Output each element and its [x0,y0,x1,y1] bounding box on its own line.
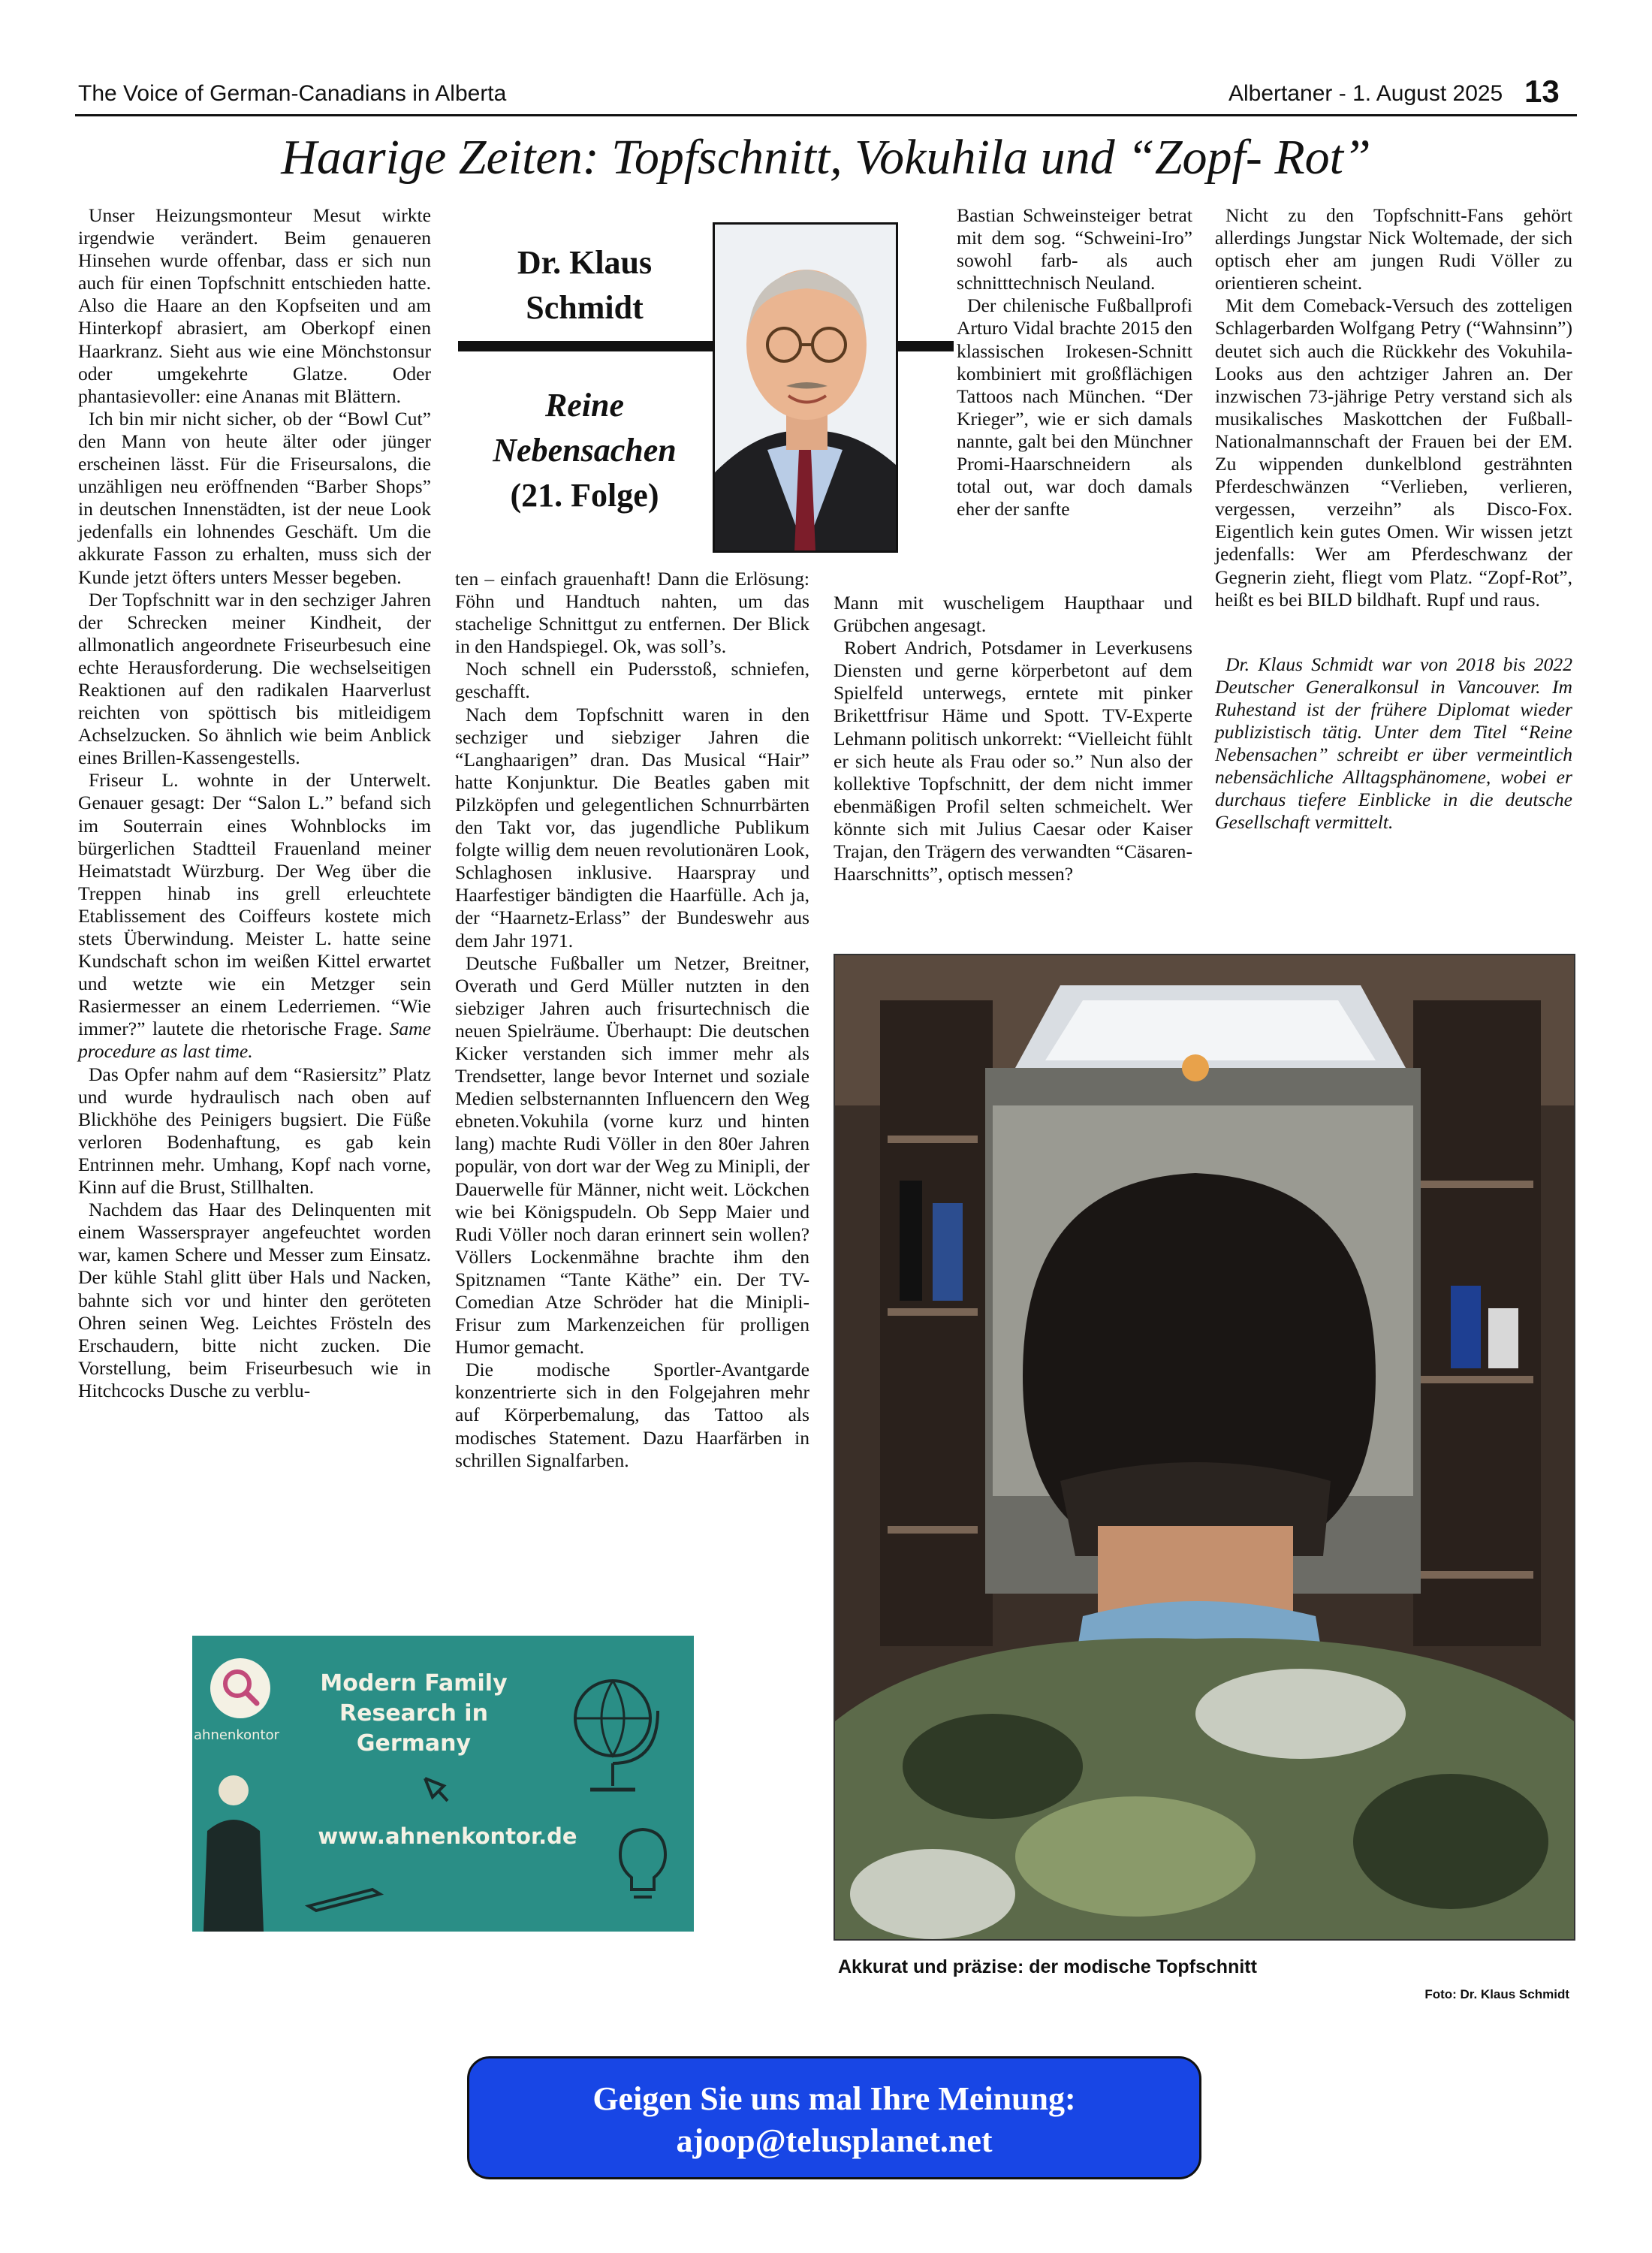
paragraph: Die modische Sportler-Avantgarde konzentrierte sich in den Folgejahren mehr auf Körperbemalung, das Tattoo als modisches Statement. Dazu Haarfärben in schrillen Signalfarben. [455,1359,809,1471]
paragraph: Der chilenische Fußballprofi Arturo Vidal brachte 2015 den klassischen Irokesen-Schnitt kombiniert mit großflächigen Tattoos nach München. “Der Krieger”, wie er sich damals nannte, galt bei den Münchner Promi-Haarschneidern als total out, war doch damals eher der sanfte [957,294,1192,520]
pushpin-icon [418,1771,455,1808]
paragraph: Deutsche Fußballer um Netzer, Breitner, Overath und Gerd Müller nutzten in den siebziger Jahren auch frisurtechnisch die neuen Spielräume. Überhaupt: Die deutschen Kicker verstanden sich immer mehr als Trendsetter, lange bevor Internet und soziale Medien selbsternannten Influencern den Weg ebneten.Vokuhila (vorne kurz und hinten lang) machte Rudi Völler in den 80er Jahren populär, von dort war der Weg zu Minipli, der Dauerwelle für Männer, nicht weit. Löckchen wie bei Königspudeln. Ob Sepp Maier und Rudi Völler noch daran erinnert sein wollen? Völlers Lockenmähne brachte ihm den Spitznamen “Tante Käthe” ein. Der TV-Comedian Atze Schröder hat die Minipli-Frisur zum Markenzeichen für prolligen Humor gemacht. [455,952,809,1359]
article-column-2 [455,568,809,1472]
paragraph: Nicht zu den Topfschnitt-Fans gehört allerdings Jungstar Nick Woltemade, der sich optisch eher am jungen Rudi Völler zu orientieren scheint. [1215,204,1572,294]
historic-portrait-icon [200,1763,267,1932]
banner-email-link[interactable]: ajoop@telusplanet.net [676,2122,993,2159]
paragraph: Nachdem das Haar des Delinquenten mit einem Wassersprayer angefeuchtet worden war, kamen Schere und Messer zum Einsatz. Der kühle Stahl glitt über Hals und Nacken, bahnte sich vor und hinter den geröteten Ohren seinen Weg. Leichtes Frösteln des Erschaudern, bitte nicht zucken. Die Vorstellung, beim Friseurbesuch wie in Hitchcocks Dusche zu verblu- [78,1199,431,1401]
author-divider-bar [458,341,713,351]
paragraph: Der Topfschnitt war in den sechziger Jahren der Schrecken meiner Kindheit, der allmonatlich angeordnete Friseurbesuch eine echte Herausforderung. Die wechselseitigen Reaktionen auf den radikalen Haarverlust reichten von spöttisch bis mitleidigem Achselzucken. So ähnlich wie beim Anblick eines Brillen-Kassengestells. [78,588,431,769]
series-info [455,383,714,518]
photo-caption: Akkurat und präzise: der modische Topfschnitt [838,1956,1257,1977]
ad-url-link[interactable]: www.ahnenkontor.de [318,1823,577,1849]
author-bio: Dr. Klaus Schmidt war von 2018 bis 2022 Deutscher Generalkonsul in Vancouver. Im Ruhestand ist der frühere Diplomat wieder publizistisch tätig. Unter dem Titel “Reine Nebensachen” schreibt er über vermeintlich nebensächliche Alltagsphänomene, wobei er durchaus tiefere Einblicke in die deutsche Gesellschaft vermittelt. [1215,653,1572,834]
banner-line-1: Geigen Sie uns mal Ihre Meinung: [592,2080,1076,2117]
paragraph: Das Opfer nahm auf dem “Rasiersitz” Platz und wurde hydraulisch nach oben auf Blickhöhe des Peinigers bugsiert. Die Füße verloren Bodenhaftung, es gab kein Entrinnen mehr. Umhang, Kopf nach vorne, Kinn auf die Brust, Stillhalten. [78,1063,431,1199]
paragraph: ten – einfach grauenhaft! Dann die Erlösung: Föhn und Handtuch nahten, um das stachelige Schnittgut zu entfernen. Der Blick in den Handspiegel. Ok, was soll’s. [455,568,809,658]
paragraph: Friseur L. wohnte in der Unterwelt. Genauer gesagt: Der “Salon L.” befand sich im Souterrain eines Wohnblocks im bürgerlichen Stadtteil Frauenland meiner Heimatstadt Würzburg. Der Weg über die Treppen hinab ins grell erleuchtete Etablissement des Coiffeurs kostete mich stets Überwindung. Meister L. hatte seine Kundschaft schon im weißen Kittel erwartet und wetzte wie ein Metzger sein Rasiermesser an einem Lederriemen. “Wie immer?” lautete die rhetorische Frage. Same procedure as last time. [78,769,431,1063]
paragraph: Bastian Schweinsteiger betrat mit dem sog. “Schweini-Iro” sowohl farb- als auch schnitttechnisch Neuland. [957,204,1192,294]
feedback-banner [467,2056,1201,2179]
paragraph: Robert Andrich, Potsdamer in Leverkusens Diensten und gerne körperbetont auf dem Spielfeld unterwegs, erntete mit pinker Brikettfrisur Häme und Spott. TV-Experte Lehmann politisch unkorrekt: “Vielleicht fühlt er sich heute als Frau oder so.” Nun also der kollektive Topfschnitt, der dem nicht immer ebenmäßigen Profil selten schmeichelt. Wer könnte sich mit Julius Caesar oder Kaiser Trajan, den Trägern des verwandten “Cäsaren-Haarschnitts”, optisch messen? [834,637,1192,885]
header-rule [75,114,1577,116]
pencil-icon [305,1884,387,1914]
author-portrait [713,222,898,553]
lightbulb-icon [613,1823,673,1906]
article-column-3 [834,592,1192,885]
series-episode: (21. Folge) [510,477,659,514]
paragraph: Unser Heizungsmonteur Mesut wirkte irgendwie verändert. Beim genaueren Hinsehen wurde offenbar, dass er sich nun auch für einen Topfschnitt entschieden hatte. Also die Haare an den Kopfseiten und am Hinterkopf abrasiert, am Oberkopf einen Haarkranz. Sieht aus wie eine Mönchstonsur oder umgekehrte Glatze. Oder phantasievoller: eine Ananas mit Blättern. [78,204,431,407]
paragraph: Mann mit wuscheligem Haupthaar und Grübchen angesagt. [834,592,1192,637]
author-name: Dr. Klaus Schmidt [517,244,653,326]
article-column-3-top [957,204,1192,520]
paragraph: Noch schnell ein Pudersstoß, schniefen, geschafft. [455,658,809,703]
photo-credit: Foto: Dr. Klaus Schmidt [1424,1987,1569,2001]
running-header-right: Albertaner - 1. August 2025 [1228,81,1503,106]
portrait-illustration [715,225,896,550]
series-title: Reine Nebensachen [493,387,677,469]
paragraph: Mit dem Comeback-Versuch des zotteligen Schlagerbarden Wolfgang Petry (“Wahnsinn”) deutet sich auch die Rückkehr des Vokuhila-Looks aus den achtziger Jahren an. Der inzwischen 73-jährige Petry verstand sich als musikalisches Maskottchen der Fußball-Nationalmannschaft der Frauen bei der EM. Zu wippenden dunkelblond gesträhnten Pferdeschwänzen “Verlieben, verlieren, vergessen, verzeihn” als Disco-Fox. Eigentlich kein gutes Omen. Wir wissen jetzt jedenfalls: Wer am Pferdeschwanz der Gegnerin zieht, fliegt vom Platz. “Zopf-Rot”, heißt es bei BILD bildhaft. Rupf und raus. [1215,294,1572,611]
photo-illustration [835,955,1574,1939]
ahnenkontor-advertisement[interactable] [192,1636,694,1932]
italic-phrase: Same procedure as last time. [78,1018,431,1063]
barbershop-photo [834,954,1575,1941]
ad-title: Modern Family Research in Germany [320,1670,508,1757]
page-number: 13 [1524,74,1560,109]
article-column-4 [1215,204,1572,834]
article-column-1 [78,204,431,1402]
paragraph: Ich bin mir nicht sicher, ob der “Bowl Cut” den Mann von heute älter oder jünger erscheinen lässt. Für die Friseursalons, die unzähligen neu eröffnenden “Barber Shops” in deutschen Innenstädten, ist der neue Look jedenfalls ein lohnendes Geschäft. Um die akkurate Fasson zu erhalten, muss sich der Kunde jetzt öfters unters Messer begeben. [78,407,431,588]
magnifier-logo-icon [206,1654,275,1723]
paragraph: Nach dem Topfschnitt waren in den sechziger und siebziger Jahren die “Langhaarigen” dran. Das Musical “Hair” hatte Konjunktur. Die Beatles gaben mit Pilzköpfen und gelegentlichen Schnurrbärten den Takt vor, das jugendliche Publikum folgte willig dem neuen revolutionären Look, Schlaghosen inklusive. Haarspray und Haarfestiger bändigten die Haarfülle. Ach ja, der “Haarnetz-Erlass” der Bundeswehr aus dem Jahr 1971. [455,703,809,952]
author-divider-bar-right [894,341,954,351]
author-box [455,225,714,518]
headline: Haarige Zeiten: Topfschnitt, Vokuhila und “Zopf- Rot” [281,130,1371,185]
globe-icon [560,1666,673,1801]
ad-brand: ahnenkontor [194,1727,280,1743]
running-header-left: The Voice of German-Canadians in Alberta [78,81,507,106]
